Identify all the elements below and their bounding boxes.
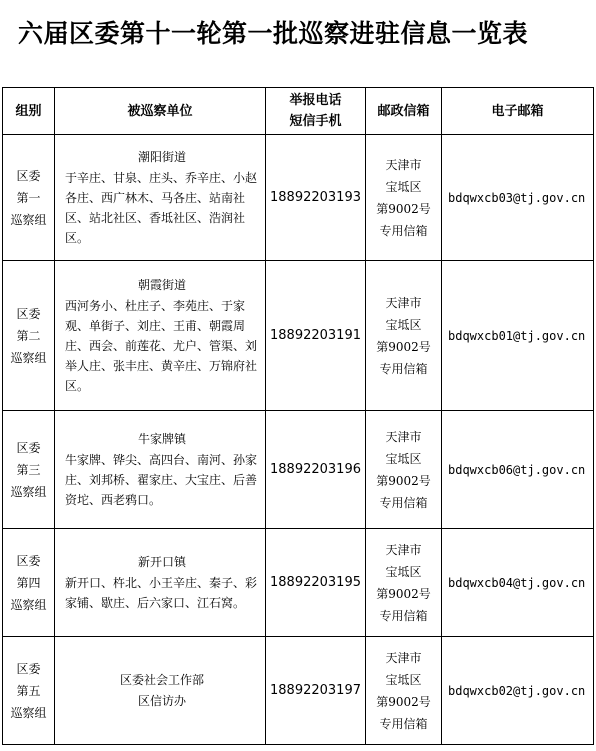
phone-cell: 18892203191 <box>266 261 366 411</box>
mailbox-line: 宝坻区 <box>385 451 422 466</box>
unit-list: 西河务小、杜庄子、李苑庄、于家观、单街子、刘庄、王甫、朝霞周庄、西会、前莲花、尤户、管渠、刘举人庄、张丰庄、黄辛庄、万锦府社区。 <box>65 299 258 393</box>
mailbox-cell <box>366 135 442 261</box>
mailbox-line: 专用信箱 <box>379 495 428 510</box>
email-cell: bdqwxcb06@tj.gov.cn <box>442 411 594 529</box>
unit-title: 潮阳街道 <box>137 150 186 164</box>
mailbox-line: 第9002号 <box>376 694 431 709</box>
group-line: 区委 <box>16 553 41 568</box>
page-title: 六届区委第十一轮第一批巡察进驻信息一览表 <box>18 19 529 48</box>
group-line: 第四 <box>16 575 41 590</box>
group-line: 区委 <box>16 661 41 676</box>
unit-cell <box>55 261 266 411</box>
mailbox-line: 宝坻区 <box>385 564 422 579</box>
group-line: 巡察组 <box>10 705 47 720</box>
unit-cell <box>55 529 266 637</box>
mailbox-line: 宝坻区 <box>385 317 422 332</box>
mailbox-cell <box>366 411 442 529</box>
email-cell: bdqwxcb04@tj.gov.cn <box>442 529 594 637</box>
phone-cell: 18892203196 <box>266 411 366 529</box>
phone-cell: 18892203197 <box>266 637 366 745</box>
header-phone-line1: 举报电话 <box>289 93 342 108</box>
unit-title: 区委社会工作部 <box>119 673 204 687</box>
group-line: 巡察组 <box>10 350 47 365</box>
mailbox-line: 天津市 <box>385 157 422 172</box>
mailbox-line: 专用信箱 <box>379 608 428 623</box>
header-email: 电子邮箱 <box>442 88 594 135</box>
header-phone-line2: 短信手机 <box>289 114 342 129</box>
group-line: 区委 <box>16 168 41 183</box>
table-header-row <box>3 88 594 135</box>
unit-list: 于辛庄、甘泉、庄头、乔辛庄、小赵各庄、西广林木、马各庄、站南社区、站北社区、香坻社区、浩润社区。 <box>65 171 258 245</box>
mailbox-line: 第9002号 <box>376 473 431 488</box>
group-line: 第二 <box>16 328 41 343</box>
group-cell <box>3 529 55 637</box>
mailbox-line: 第9002号 <box>376 586 431 601</box>
phone-cell: 18892203195 <box>266 529 366 637</box>
mailbox-line: 天津市 <box>385 542 422 557</box>
group-line: 巡察组 <box>10 212 47 227</box>
group-cell <box>3 135 55 261</box>
unit-list: 区信访办 <box>137 694 186 708</box>
unit-title: 牛家牌镇 <box>137 432 186 446</box>
unit-cell <box>55 135 266 261</box>
mailbox-cell <box>366 529 442 637</box>
table-row <box>3 637 594 745</box>
email-cell: bdqwxcb01@tj.gov.cn <box>442 261 594 411</box>
mailbox-line: 天津市 <box>385 295 422 310</box>
phone-cell: 18892203193 <box>266 135 366 261</box>
unit-title: 新开口镇 <box>137 555 186 569</box>
email-cell: bdqwxcb03@tj.gov.cn <box>442 135 594 261</box>
mailbox-line: 天津市 <box>385 429 422 444</box>
unit-cell <box>55 637 266 745</box>
group-line: 巡察组 <box>10 484 47 499</box>
mailbox-cell <box>366 637 442 745</box>
header-unit: 被巡察单位 <box>55 88 266 135</box>
unit-cell <box>55 411 266 529</box>
group-line: 巡察组 <box>10 597 47 612</box>
group-line: 区委 <box>16 440 41 455</box>
mailbox-line: 宝坻区 <box>385 672 422 687</box>
table-row <box>3 411 594 529</box>
mailbox-line: 专用信箱 <box>379 716 428 731</box>
group-line: 第五 <box>16 683 41 698</box>
header-phone <box>266 88 366 135</box>
group-line: 区委 <box>16 306 41 321</box>
group-cell <box>3 637 55 745</box>
inspection-info-table <box>2 87 594 745</box>
mailbox-line: 宝坻区 <box>385 179 422 194</box>
group-cell <box>3 261 55 411</box>
group-line: 第三 <box>16 462 41 477</box>
mailbox-line: 第9002号 <box>376 339 431 354</box>
unit-title: 朝霞街道 <box>137 278 186 292</box>
mailbox-line: 天津市 <box>385 650 422 665</box>
mailbox-cell <box>366 261 442 411</box>
header-mailbox: 邮政信箱 <box>366 88 442 135</box>
email-cell: bdqwxcb02@tj.gov.cn <box>442 637 594 745</box>
table-row <box>3 135 594 261</box>
mailbox-line: 专用信箱 <box>379 223 428 238</box>
table-row <box>3 261 594 411</box>
unit-list: 牛家牌、铧尖、高四台、南河、孙家庄、刘邦桥、翟家庄、大宝庄、后善资坨、西老鸦口。 <box>65 453 258 507</box>
table-row <box>3 529 594 637</box>
mailbox-line: 专用信箱 <box>379 361 428 376</box>
group-cell <box>3 411 55 529</box>
header-group: 组别 <box>3 88 55 135</box>
unit-list: 新开口、杵北、小王辛庄、秦子、彩家铺、歇庄、后六家口、江石窝。 <box>65 576 258 610</box>
mailbox-line: 第9002号 <box>376 201 431 216</box>
group-line: 第一 <box>16 190 41 205</box>
